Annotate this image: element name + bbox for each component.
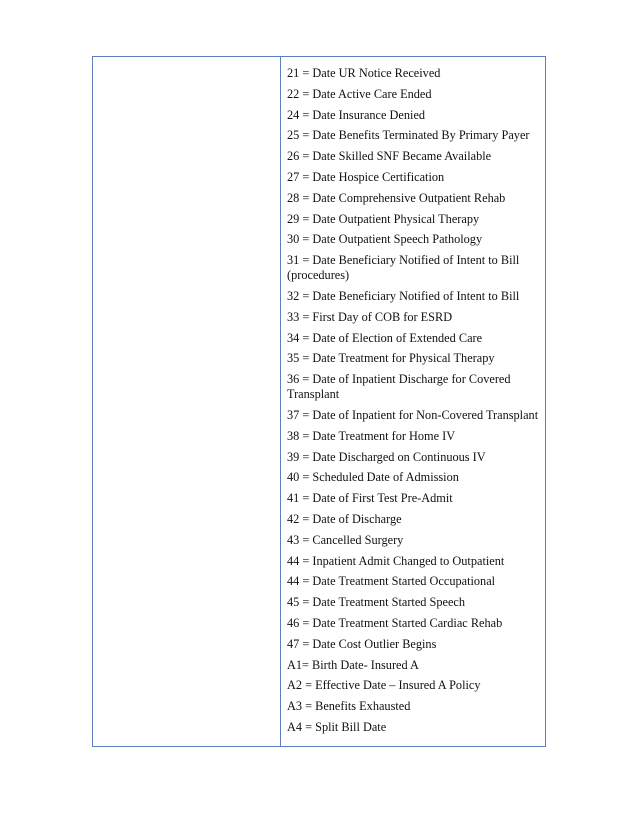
list-item: 21 = Date UR Notice Received — [287, 66, 441, 80]
list-item: 26 = Date Skilled SNF Became Available — [287, 149, 492, 164]
list-item: 35 = Date Treatment for Physical Therapy — [287, 351, 495, 366]
list-item: 45 = Date Treatment Started Speech — [287, 595, 466, 610]
list-item: 29 = Date Outpatient Physical Therapy — [287, 211, 480, 226]
code-table — [92, 56, 546, 747]
list-item: 41 = Date of First Test Pre-Admit — [287, 491, 453, 506]
list-item: 32 = Date Beneficiary Notified of Intent to Bill — [287, 288, 520, 303]
list-item: 30 = Date Outpatient Speech Pathology — [287, 232, 483, 247]
list-item: 33 = First Day of COB for ESRD — [287, 309, 453, 324]
list-item: 37 = Date of Inpatient for Non-Covered Transplant — [287, 407, 539, 422]
list-item: A3 = Benefits Exhausted — [287, 699, 411, 714]
list-item: 31 = Date Beneficiary Notified of Intent to Bill (procedures) — [287, 253, 520, 283]
list-item: 27 = Date Hospice Certification — [287, 169, 445, 184]
list-item: 44 = Date Treatment Started Occupational — [287, 574, 496, 589]
list-item: 38 = Date Treatment for Home IV — [287, 428, 456, 443]
list-item: 42 = Date of Discharge — [287, 511, 402, 526]
list-item: 28 = Date Comprehensive Outpatient Rehab — [287, 190, 506, 205]
list-item: A4 = Split Bill Date — [287, 719, 387, 734]
list-item: 47 = Date Cost Outlier Begins — [287, 636, 437, 651]
list-item: 46 = Date Treatment Started Cardiac Rehab — [287, 615, 503, 630]
list-item: A1= Birth Date- Insured A — [287, 657, 419, 672]
list-item: 22 = Date Active Care Ended — [287, 86, 432, 101]
list-item: 34 = Date of Election of Extended Care — [287, 330, 483, 345]
list-item: 24 = Date Insurance Denied — [287, 107, 426, 122]
list-item: 44 = Inpatient Admit Changed to Outpatient — [287, 553, 505, 568]
occurrence-code-list — [287, 66, 542, 735]
list-item: 25 = Date Benefits Terminated By Primary Payer — [287, 128, 530, 143]
list-item: 40 = Scheduled Date of Admission — [287, 470, 459, 485]
table-right-cell — [287, 66, 542, 741]
list-item: 39 = Date Discharged on Continuous IV — [287, 449, 486, 464]
column-divider — [280, 57, 281, 746]
list-item: 43 = Cancelled Surgery — [287, 532, 404, 547]
list-item: A2 = Effective Date – Insured A Policy — [287, 678, 481, 693]
table-left-cell — [93, 57, 280, 746]
list-item: 36 = Date of Inpatient Discharge for Covered Transplant — [287, 372, 511, 402]
